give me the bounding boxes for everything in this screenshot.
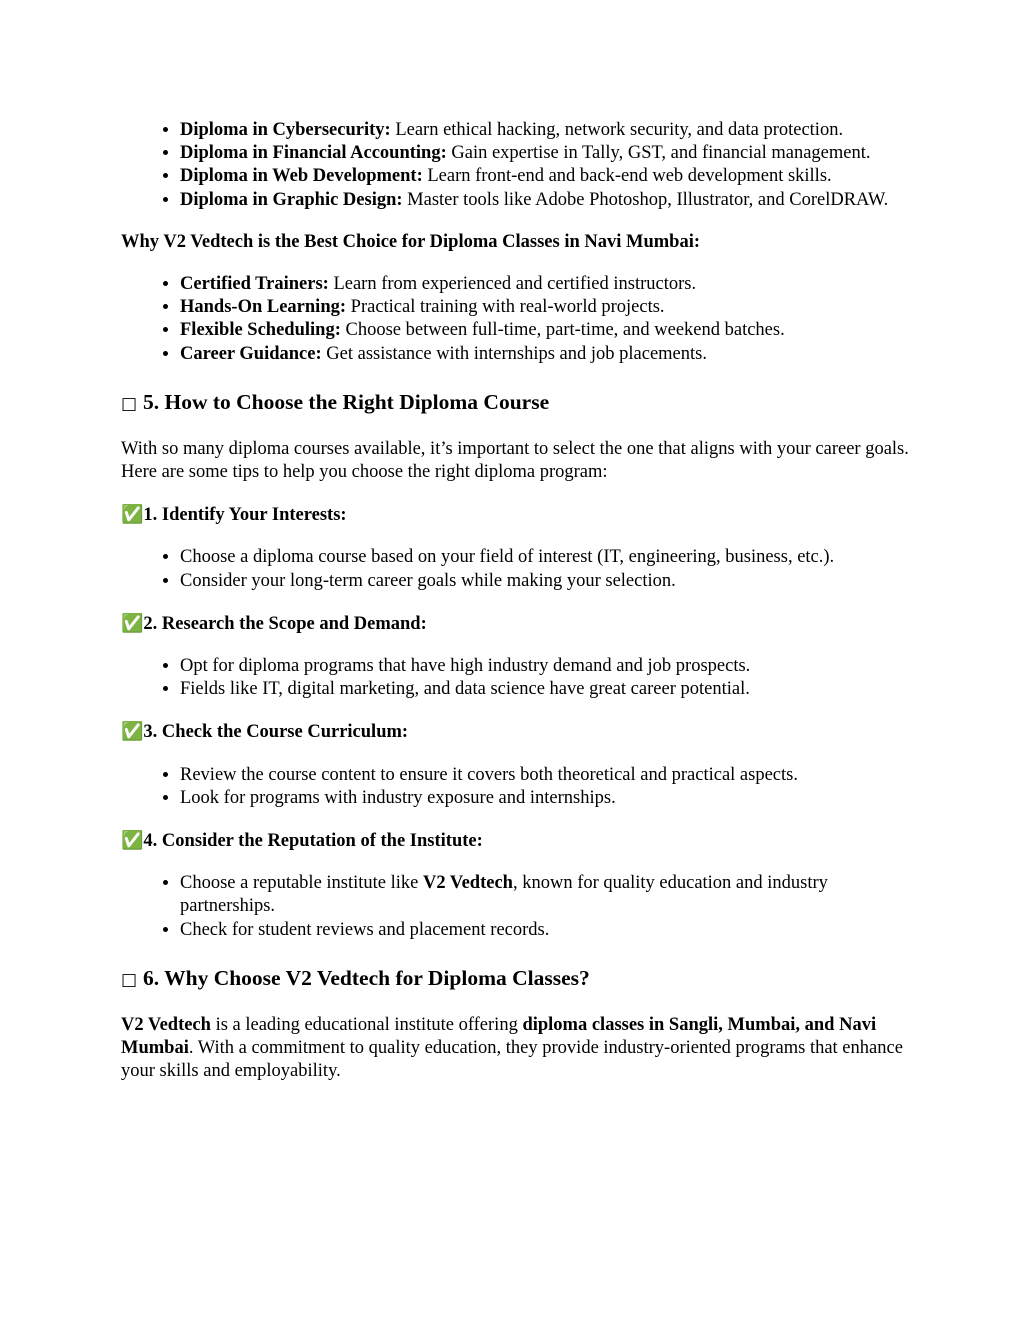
section-6-paragraph: V2 Vedtech is a leading educational institute offering diploma classes in Sangli, Mumbai, and Navi Mumbai. With a commitment to quality education, they provide industry-oriented programs that enhance your skills and employability. [121, 1014, 903, 1082]
list-item: • Consider your long-term career goals while making your selection. [180, 570, 911, 593]
list-item: • Choose a diploma course based on your field of interest (IT, engineering, business, etc.). [180, 546, 911, 569]
list-item: • Fields like IT, digital marketing, and data science have great career potential. [180, 678, 911, 701]
list-item: • Check for student reviews and placement records. [180, 919, 911, 942]
list-item: • Look for programs with industry exposure and internships. [180, 787, 911, 810]
document-page [121, 119, 911, 1083]
diploma-list [121, 119, 911, 212]
missing-glyph-icon: □ [121, 393, 138, 414]
step-4-list [121, 872, 911, 942]
list-item: • Certified Trainers: Learn from experienced and certified instructors. [180, 273, 911, 296]
list-item: • Review the course content to ensure it covers both theoretical and practical aspects. [180, 764, 911, 787]
benefits-list [121, 273, 911, 366]
list-item: • Career Guidance: Get assistance with internships and job placements. [180, 343, 911, 366]
step-2-list [121, 655, 911, 701]
check-mark-icon: ✅ [121, 721, 144, 743]
step-4-heading: ✅4. Consider the Reputation of the Institute: [121, 830, 483, 852]
section-6-heading: □ 6. Why Choose V2 Vedtech for Diploma Classes? [121, 965, 911, 993]
list-item: • Diploma in Web Development: Learn front-end and back-end web development skills. [180, 165, 911, 188]
list-item: • Opt for diploma programs that have high industry demand and job prospects. [180, 655, 911, 678]
check-mark-icon: ✅ [121, 830, 144, 852]
why-heading: Why V2 Vedtech is the Best Choice for Diploma Classes in Navi Mumbai: [121, 231, 701, 252]
step-1-list [121, 546, 911, 592]
missing-glyph-icon: □ [121, 969, 138, 990]
list-item: • Flexible Scheduling: Choose between full-time, part-time, and weekend batches. [180, 319, 911, 342]
section-5-heading: □ 5. How to Choose the Right Diploma Course [121, 389, 911, 417]
check-mark-icon: ✅ [121, 504, 144, 526]
step-1-heading: ✅1. Identify Your Interests: [121, 504, 347, 526]
list-item: • Choose a reputable institute like V2 Vedtech, known for quality education and industry partnerships. [180, 872, 911, 918]
list-item: • Diploma in Financial Accounting: Gain expertise in Tally, GST, and financial management. [180, 142, 911, 165]
check-mark-icon: ✅ [121, 612, 144, 634]
step-2-heading: ✅2. Research the Scope and Demand: [121, 612, 427, 634]
list-item: • Hands-On Learning: Practical training with real-world projects. [180, 296, 911, 319]
list-item: • Diploma in Graphic Design: Master tools like Adobe Photoshop, Illustrator, and CorelDRAW. [180, 189, 911, 212]
step-3-heading: ✅3. Check the Course Curriculum: [121, 721, 409, 743]
step-3-list [121, 764, 911, 810]
list-item: • Diploma in Cybersecurity: Learn ethical hacking, network security, and data protection. [180, 119, 911, 142]
section-5-intro: With so many diploma courses available, it’s important to select the one that aligns with your career goals. Here are some tips to help you choose the right diploma program: [121, 438, 909, 483]
